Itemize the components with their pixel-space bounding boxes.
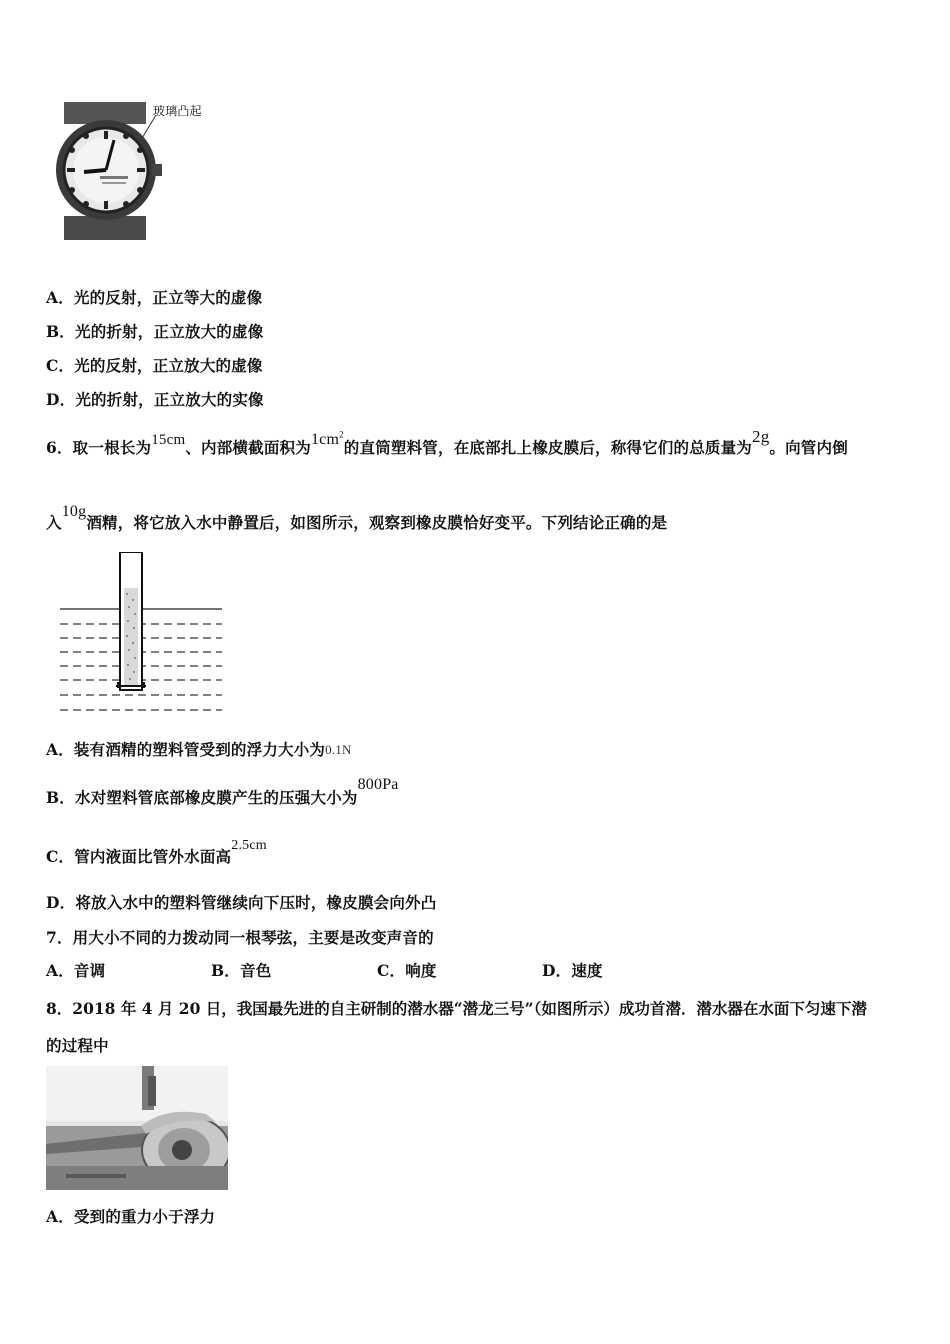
q8-stem-line2: 的过程中 <box>46 1036 109 1055</box>
q7-option-a: A．音调 <box>46 961 106 980</box>
q6-area <box>311 431 344 448</box>
q6-option-b-text: B．水对塑料管底部橡皮膜产生的压强大小为 <box>46 788 358 807</box>
q6-option-b-value: 800Pa <box>357 776 399 793</box>
q6-area-value: 1cm <box>310 431 340 448</box>
q5-option-b: B．光的折射，正立放大的虚像 <box>46 322 264 341</box>
q6-length: 15cm <box>151 432 186 448</box>
q7-stem: 7．用大小不同的力拨动同一根琴弦，主要是改变声音的 <box>46 928 434 947</box>
q7-option-d: D．速度 <box>542 961 603 980</box>
q6-text-1: 6．取一根长为 <box>46 438 152 457</box>
q8-option-a: A．受到的重力小于浮力 <box>46 1207 216 1226</box>
q6-option-d: D．将放入水中的塑料管继续向下压时，橡皮膜会向外凸 <box>46 893 437 912</box>
q6-option-c-text: C．管内液面比管外水面高 <box>46 847 232 866</box>
q6-option-b <box>46 776 399 808</box>
q6-option-c <box>46 838 267 867</box>
q8-stem-line1: 8．2018 年 4 月 20 日，我国最先进的自主研制的潜水器“潜龙三号”（如图所示）成功首潜．潜水器在水面下匀速下潜 <box>46 999 867 1018</box>
q6-stem-line2 <box>46 503 668 533</box>
q6-alcohol-mass: 10g <box>61 503 87 520</box>
q7-option-c: C．响度 <box>377 961 437 980</box>
q6-mass: 2g <box>752 427 770 446</box>
tube-figure <box>58 552 226 714</box>
q6-stem-line1 <box>46 427 848 458</box>
q6-text-5: 入 <box>46 513 62 532</box>
watch-label: 玻璃凸起 <box>153 104 202 118</box>
tube-in-water-diagram <box>58 552 226 714</box>
submersible-photo <box>46 1066 228 1190</box>
q5-option-d: D．光的折射，正立放大的实像 <box>46 390 264 409</box>
q7-option-b: B．音色 <box>211 961 272 980</box>
q6-text-6: 酒精，将它放入水中静置后，如图所示，观察到橡皮膜恰好变平。下列结论正确的是 <box>86 513 668 532</box>
watch-illustration <box>56 100 216 242</box>
q6-text-2: 、内部横截面积为 <box>185 438 311 457</box>
q6-text-4: 。向管内倒 <box>769 438 848 457</box>
q5-option-a: A．光的反射，正立等大的虚像 <box>46 288 263 307</box>
q6-text-3: 的直筒塑料管，在底部扎上橡皮膜后，称得它们的总质量为 <box>343 438 752 457</box>
q6-option-a-text: A．装有酒精的塑料管受到的浮力大小为 <box>46 740 326 759</box>
q6-area-exponent: 2 <box>339 429 344 440</box>
q6-option-a-value: 0.1N <box>325 742 352 757</box>
q6-option-a <box>46 738 352 760</box>
submersible-illustration <box>46 1066 228 1190</box>
watch-figure <box>56 100 216 242</box>
q6-option-c-value: 2.5cm <box>231 838 267 853</box>
q5-option-c: C．光的反射，正立放大的虚像 <box>46 356 263 375</box>
